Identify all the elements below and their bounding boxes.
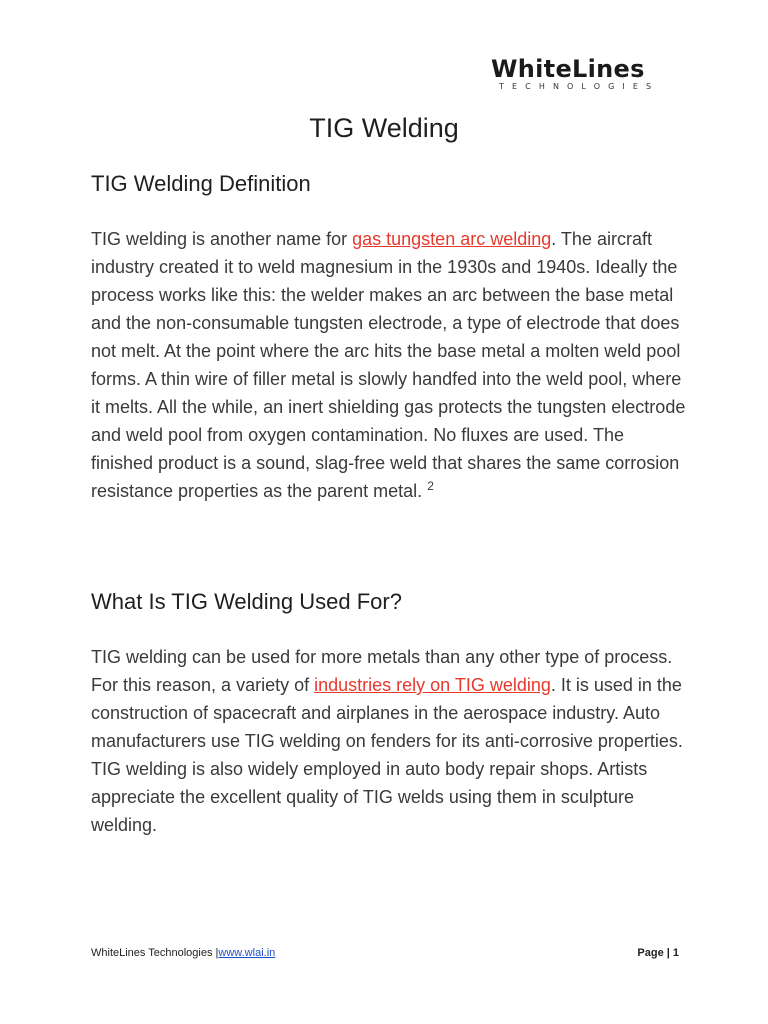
document-title: TIG Welding: [309, 113, 459, 143]
whitelines-logo: [491, 56, 681, 92]
paragraph-text: . The aircraft industry created it to weld magnesium in the 1930s and 1940s. Ideally the process works like this: the welder makes an arc between the base metal and the non-consumable tungsten electrode, a type of electrode that does not melt. At the point where the arc hits the base metal a molten weld pool forms. A thin wire of filler metal is slowly handfed into the weld pool, where it melts. All the while, an inert shielding gas protects the tungsten electrode and weld pool from oxygen contamination. No fluxes are used. The finished product is a sound, slag-free weld that shares the same corrosion resistance properties as the parent metal.: [91, 229, 686, 501]
footer-company-name: WhiteLines Technologies |: [91, 947, 219, 959]
paragraph-text: TIG welding can be used for more metals than any other type of process. For this reason, a variety of: [91, 647, 673, 695]
footer-website-link[interactable]: www.wlai.in: [218, 947, 276, 959]
paragraph-text: TIG welding is another name for: [91, 229, 353, 249]
paragraph-definition: [91, 225, 691, 505]
section-heading-uses: What Is TIG Welding Used For?: [91, 589, 402, 614]
industries-rely-on-tig-link[interactable]: industries rely on TIG welding: [314, 675, 551, 695]
paragraph-text: . It is used in the construction of spacecraft and airplanes in the aerospace industry. Auto manufacturers use TIG welding on fenders for its anti-corrosive properties. TIG welding is also widely employed in auto body repair shops. Artists appreciate the excellent quality of TIG welds using them in sculpture welding.: [91, 675, 683, 835]
page-number: 1: [672, 947, 679, 959]
page-footer: [91, 943, 679, 963]
logo-tagline: TECHNOLOGIES: [499, 82, 660, 91]
footer-company: [91, 943, 275, 963]
paragraph-uses: [91, 643, 691, 839]
logo-wordmark: WhiteLines: [491, 55, 645, 83]
page-label: Page |: [637, 947, 673, 959]
gas-tungsten-arc-welding-link[interactable]: gas tungsten arc welding: [352, 229, 552, 249]
section-heading-definition: TIG Welding Definition: [91, 171, 311, 196]
footer-page-number: [637, 943, 679, 963]
footnote-marker: 2: [427, 479, 434, 493]
